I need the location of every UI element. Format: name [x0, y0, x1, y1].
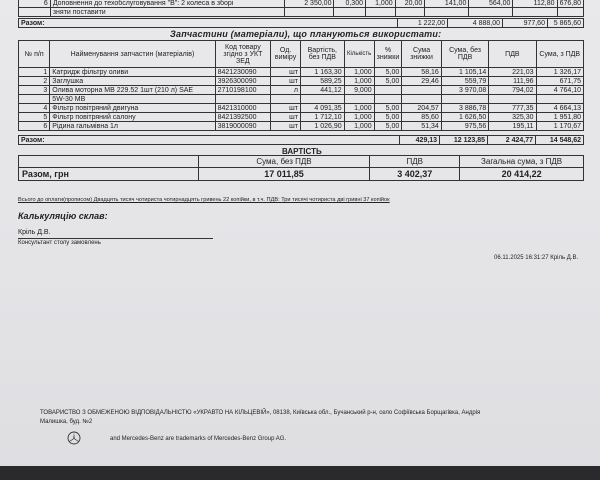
cell-sum-with-vat: 4 664,13: [536, 104, 584, 113]
cell-num: 6: [19, 122, 50, 131]
cell-vat: 195,11: [489, 122, 536, 131]
header-unit: Од. виміру: [271, 41, 301, 68]
labor-total-row: [18, 18, 584, 28]
total-sum-with-vat: 5 865,60: [547, 19, 583, 28]
cell-disc-pct: [374, 86, 402, 95]
header-sum-with-vat: Сума, з ПДВ: [536, 41, 584, 68]
row-index: 6: [19, 0, 51, 8]
cell-sum-no-vat: 3 970,08: [441, 86, 488, 95]
cell-disc-pct: 5,00: [374, 113, 402, 122]
cell-code: 3819000090: [215, 122, 271, 131]
cell-unit: шт: [271, 104, 301, 113]
table-row: [19, 95, 584, 104]
row-sum-with-vat: 676,80: [557, 0, 584, 8]
cell-name: Катридж фільтру оливи: [50, 68, 215, 77]
cell-num: 5: [19, 113, 50, 122]
cell-disc-pct: 5,00: [374, 104, 402, 113]
row-discount: 141,00: [425, 0, 469, 8]
row-price: 2 350,00: [285, 0, 334, 8]
cell-price: 1 712,10: [301, 113, 345, 122]
cell-unit: шт: [271, 122, 301, 131]
vartist-total: 20 414,22: [460, 168, 584, 181]
cell-sum-with-vat: 671,75: [536, 77, 584, 86]
header-code: Код товару згідно з УКТ ЗЕД: [215, 41, 271, 68]
parts-total-disc-sum: 429,13: [400, 136, 440, 145]
cell-code: 8421392500: [215, 113, 271, 122]
cell-vat: 777,35: [489, 104, 536, 113]
vartist-no-vat: 17 011,85: [198, 168, 370, 181]
parts-total-label: Разом:: [19, 136, 400, 145]
cell-sum-with-vat: 1 951,80: [536, 113, 584, 122]
cell-qty: 1,000: [344, 113, 374, 122]
table-row: [19, 8, 584, 17]
table-row: [19, 86, 584, 95]
header-qty: Кількість: [344, 41, 374, 68]
signer-role: Консультант столу замовлень: [18, 240, 101, 246]
cell-code: 2710198100: [215, 86, 271, 95]
cell-num: 3: [19, 86, 50, 95]
cell-qty: 1,000: [344, 77, 374, 86]
header-num: № п/п: [19, 41, 50, 68]
cell-vat: 325,30: [489, 113, 536, 122]
cell-unit: шт: [271, 77, 301, 86]
cell-sum-no-vat: 975,56: [441, 122, 488, 131]
cell-qty: 1,000: [344, 122, 374, 131]
header-price: Вартість, без ПДВ: [301, 41, 345, 68]
vartist-h-total: Загальна сума, з ПДВ: [460, 156, 584, 168]
cell-num: 2: [19, 77, 50, 86]
cell-unit: шт: [271, 113, 301, 122]
parts-header-row: [19, 41, 584, 68]
cell-sum-with-vat: 1 326,17: [536, 68, 584, 77]
cell-sum-no-vat: 1 105,14: [441, 68, 488, 77]
cell-price: 1 163,30: [301, 68, 345, 77]
total-sum-no-vat: 4 888,00: [448, 19, 503, 28]
cell-price: 1 026,90: [301, 122, 345, 131]
cell-unit: шт: [271, 68, 301, 77]
signer-name: Кріль Д.В.: [18, 229, 51, 236]
cell-name: Олива моторна MB 229.52 1шт (210 л) SAE: [50, 86, 215, 95]
table-row: [19, 68, 584, 77]
cell-sum-no-vat: 559,79: [441, 77, 488, 86]
row-col-a: 1,000: [366, 0, 396, 8]
header-disc-sum: Сума знижки: [402, 41, 442, 68]
vartist-title: ВАРТІСТЬ: [282, 147, 322, 156]
signature-line: [18, 238, 213, 239]
cell-code: 3926300090: [215, 77, 271, 86]
table-row: [19, 104, 584, 113]
cell-code: 8421310000: [215, 104, 271, 113]
cell-price: 589,25: [301, 77, 345, 86]
amount-in-words: Всього до оплати(прописом) Двадцять тисяч чотириста чотирнадцять гривень 22 копійки, в т.ч. ПДВ: Три тисячі чотириста дві гривні 37 копійок: [18, 197, 390, 203]
parts-total-vat: 2 424,77: [488, 136, 536, 145]
header-name: Найменування запчастин (матеріалів): [50, 41, 215, 68]
cell-vat: 111,96: [489, 77, 536, 86]
table-row: [19, 122, 584, 131]
calc-label: Калькуляцію склав:: [18, 211, 108, 221]
cell-name: Фільтр повітряний двигуна: [50, 104, 215, 113]
cell-vat: 794,02: [489, 86, 536, 95]
table-row: [19, 113, 584, 122]
table-row: [19, 156, 584, 168]
cell-disc-sum: 85,60: [402, 113, 442, 122]
total-vat: 977,60: [503, 19, 548, 28]
cell-disc-pct: 5,00: [374, 77, 402, 86]
row-vat: 112,80: [513, 0, 557, 8]
cell-num: 1: [19, 68, 50, 77]
cell-price: 4 091,35: [301, 104, 345, 113]
cell-disc-sum: 29,46: [402, 77, 442, 86]
cell-name: Фільтр повітряний салону: [50, 113, 215, 122]
cell-vat: 221,03: [489, 68, 536, 77]
cell-unit: л: [271, 86, 301, 95]
cell-disc-pct: 5,00: [374, 122, 402, 131]
parts-total-row: [18, 135, 584, 145]
header-disc-pct: % знижки: [374, 41, 402, 68]
parts-total-sum-no-vat: 12 123,85: [440, 136, 488, 145]
table-row: [19, 136, 584, 145]
company-line-2: Малишка, буд. №2: [40, 419, 93, 425]
cell-name: Заглушка: [50, 77, 215, 86]
header-vat: ПДВ: [489, 41, 536, 68]
vartist-label: Разом, грн: [19, 168, 199, 181]
cell-name-cont: 5W-30 MB: [50, 95, 215, 104]
row-sum-no-vat: 564,00: [469, 0, 513, 8]
trademark-text: and Mercedes-Benz are trademarks of Mercedes-Benz Group AG.: [110, 436, 287, 442]
cell-sum-with-vat: 4 764,10: [536, 86, 584, 95]
vartist-table: [18, 155, 584, 181]
header-sum-no-vat: Сума, без ПДВ: [441, 41, 488, 68]
row-description-cont: зняти поставити: [50, 8, 285, 17]
parts-total-sum-with-vat: 14 548,62: [536, 136, 584, 145]
cell-qty: 1,000: [344, 68, 374, 77]
timestamp: 06.11.2025 16:31:27 Кріль Д.В.: [494, 255, 579, 261]
cell-code: 8421230090: [215, 68, 271, 77]
dark-background-edge: [0, 466, 600, 480]
cell-num: 4: [19, 104, 50, 113]
mercedes-star-icon: [67, 431, 81, 445]
vartist-h-no-vat: Сума, без ПДВ: [198, 156, 370, 168]
cell-disc-pct: 5,00: [374, 68, 402, 77]
cell-disc-sum: [402, 86, 442, 95]
cell-sum-no-vat: 1 626,50: [441, 113, 488, 122]
table-row: [19, 168, 584, 181]
labor-table-fragment: [18, 0, 584, 17]
cell-price: 441,12: [301, 86, 345, 95]
cell-disc-sum: 204,57: [402, 104, 442, 113]
parts-section-title: Запчастини (матеріали), що плануються використати:: [170, 29, 442, 39]
parts-table: [18, 40, 584, 131]
table-row: [19, 77, 584, 86]
row-description: Доповнення до техобслуговування "В": 2 колеса в зборі: [50, 0, 285, 8]
table-row: [19, 19, 584, 28]
cell-qty: 1,000: [344, 104, 374, 113]
cell-qty: 9,000: [344, 86, 374, 95]
cell-sum-with-vat: 1 170,67: [536, 122, 584, 131]
vartist-h-vat: ПДВ: [370, 156, 460, 168]
cell-sum-no-vat: 3 886,78: [441, 104, 488, 113]
cell-disc-sum: 58,16: [402, 68, 442, 77]
cell-name: Рідина гальмівна 1л: [50, 122, 215, 131]
row-qty: 0,300: [334, 0, 366, 8]
company-line-1: ТОВАРИСТВО З ОБМЕЖЕНОЮ ВІДПОВІДАЛЬНІСТЮ «УКРАВТО НА КІЛЬЦЕВІЙ», 08138, Київська обл., Бучанський р-н, село Софіївська Борщагівка, Андрія: [40, 410, 481, 416]
row-col-b: 20,00: [395, 0, 425, 8]
table-row: [19, 0, 584, 8]
cell-disc-sum: 51,34: [402, 122, 442, 131]
total-label: Разом:: [19, 19, 398, 28]
vartist-vat: 3 402,37: [370, 168, 460, 181]
total-discount: 1 222,00: [398, 19, 448, 28]
